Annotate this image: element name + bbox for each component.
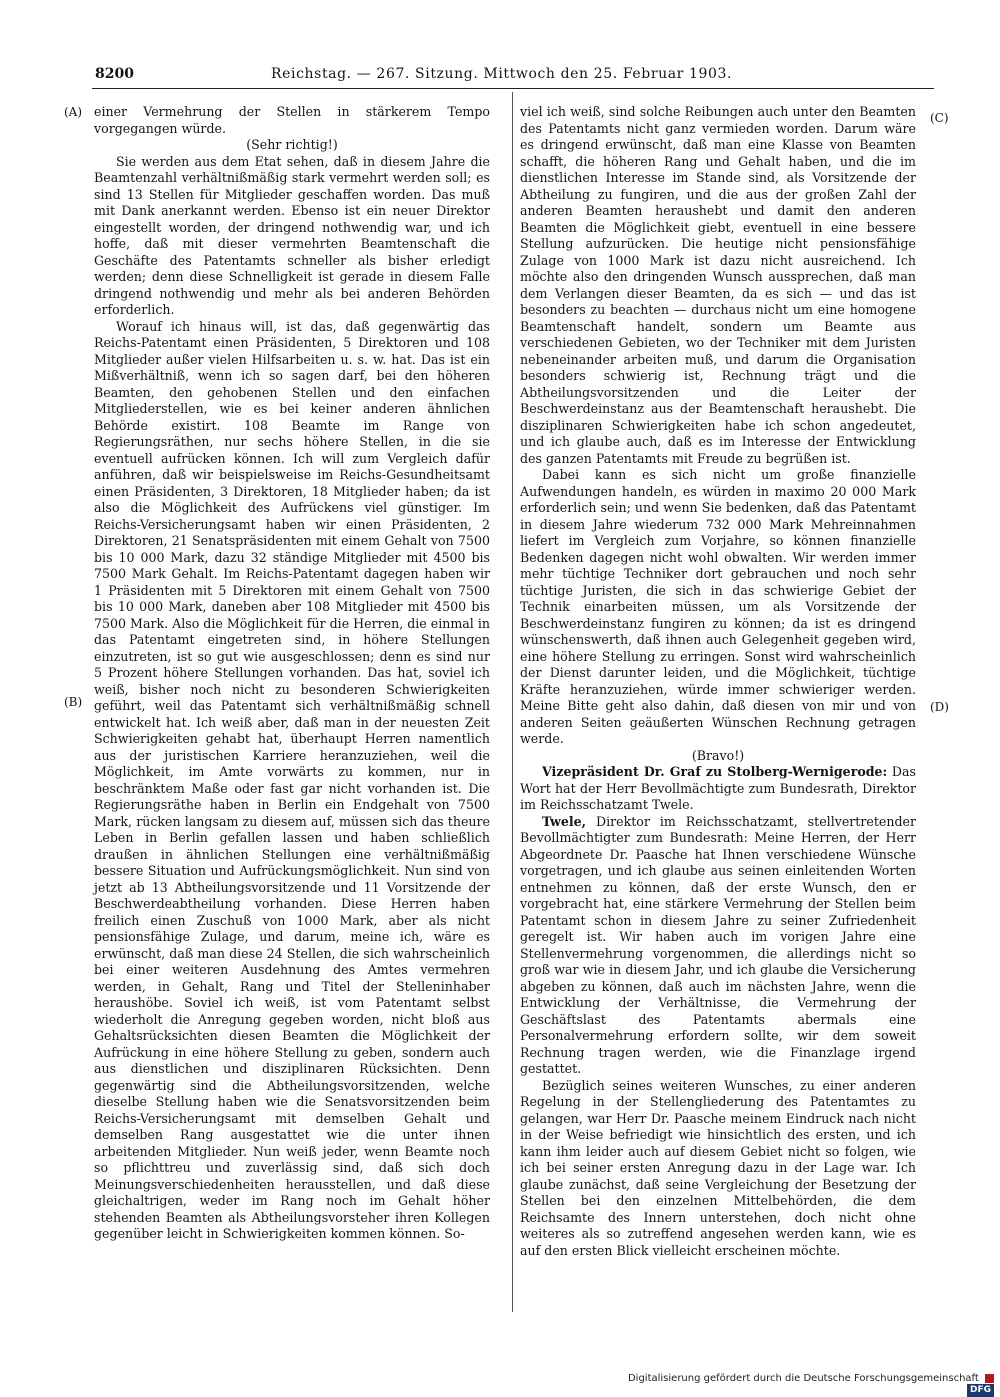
speech-text: Direktor im Reichsschatzamt, stellvertretender Bevollmächtigter zum Bundesrath: Meine Herren, der Herr Abgeordnete Dr. Paasche hat Ihnen verschiedene Wünsche vorgetragen, und ich glaube aus seinen einleitenden Worten entnehmen zu können, daß der erste Wunsch, den er vorgebracht hat, eine stärkere Vermehrung der Stellen beim Patentamt schon in diesem Jahre zu seiner Zufriedenheit geregelt ist. Wir haben auch im vorigen Jahre eine Stellenvermehrung vorgenommen, die allerdings nicht so groß war wie in diesem Jahr, und ich glaube die Versicherung abgeben zu können, daß auch im nächsten Jahre, wenn die Entwicklung der Verhältnisse, die Vermehrung der Geschäftslast des Patentamts abermals eine Personalvermehrung erfordern sollte, wir dem soweit Rechnung tragen werden, wie die Finanzlage irgend gestattet.: [520, 813, 916, 1076]
margin-marker-d: (D): [930, 700, 949, 714]
right-column: [520, 104, 916, 1259]
interjection: (Bravo!): [691, 747, 745, 763]
margin-marker-c: (C): [930, 111, 949, 125]
margin-marker-a: (A): [64, 105, 83, 119]
speaker-paragraph: [520, 764, 916, 814]
paragraph: viel ich weiß, sind solche Reibungen auch unter den Beamten des Patentamts nicht ganz vermieden worden. Darum wäre es dringend erwünscht, daß man eine Klasse von Beamten schafft, die höheren Rang und Gehalt haben, und die im dienstlichen Interesse im Stande sind, als Vorsitzende der Abtheilung zu fungiren, und die aus der großen Zahl der anderen Beamten heraushebt und damit den anderen Beamten die Möglichkeit giebt, eventuell in eine bessere Stellung aufzurücken. Die heutige nicht pensionsfähige Zulage von 1000 Mark ist dazu nicht ausreichend. Ich möchte also den dringenden Wunsch aussprechen, daß man dem Verlangen dieser Beamten, da es sich — und das ist besonders zu beachten — durchaus nicht um eine homogene Beamtenschaft handelt, sondern um Beamte aus verschiedenen Gebieten, wo der Techniker mit dem Juristen nebeneinander arbeiten muß, und darum die Organisation besonders schwierig ist, Rechnung trägt und die Abtheilungsvorsitzenden und die Leiter der Beschwerdeinstanz aus der Beamtenschaft heraushebt. Die disziplinaren Schwierigkeiten habe ich schon angedeutet, und ich glaube auch, daß es im Interesse der Entwicklung des ganzen Patentamts mit Freude zu begrüßen ist.: [520, 104, 916, 466]
column-divider: [512, 92, 513, 1312]
dfg-mark-icon: [985, 1374, 994, 1383]
header-rule: [92, 88, 934, 89]
speech-text: Das Wort hat der Herr Bevollmächtigte zum Bundesrath, Direktor im Reichsschatzamt Twele.: [520, 764, 917, 812]
margin-marker-b: (B): [64, 695, 83, 709]
speaker-name: Vizepräsident Dr. Graf zu Stolberg-Wernigerode:: [542, 764, 888, 779]
digitization-footer: [600, 1373, 994, 1395]
paragraph: Worauf ich hinaus will, ist das, daß gegenwärtig das Reichs-Patentamt einen Präsidenten, 5 Direktoren und 108 Mitglieder außer vielen Hilfsarbeiten u. s. w. hat. Das ist ein Mißverhältniß, wenn ich so sagen darf, bei den höheren Beamten, den gehobenen Stellen und den einfachen Mitgliederstellen, wie es bei keiner anderen ähnlichen Behörde existirt. 108 Beamte im Range von Regierungsräthen, nur sechs höhere Stellen, in die sie eventuell aufrücken können. Ich will zum Vergleich dafür anführen, daß wir beispielsweise im Reichs-Gesundheitsamt einen Präsidenten, 3 Direktoren, 18 Mitglieder haben; da ist also die Möglichkeit des Aufrückens viel günstiger. Im Reichs-Versicherungsamt haben wir einen Präsidenten, 2 Direktoren, 21 Senatspräsidenten mit einem Gehalt von 7500 bis 10 000 Mark, dazu 32 ständige Mitglieder mit 4500 bis 7500 Mark Gehalt. Im Reichs-Patentamt dagegen haben wir 1 Präsidenten mit 5 Direktoren mit einem Gehalt von 7500 bis 10 000 Mark, daneben aber 108 Mitglieder mit 4500 bis 7500 Mark. Also die Möglichkeit für die Herren, die einmal in das Patentamt eingetreten sind, in höhere Stellungen einzutreten, ist so gut wie ausgeschlossen; denn es sind nur 5 Prozent höhere Stellungen vorhanden. Das hat, soviel ich weiß, bisher noch nicht zu besonderen Schwierigkeiten geführt, weil das Patentamt sich verhältnißmäßig schnell entwickelt hat. Ich weiß aber, daß man in der neuesten Zeit Schwierigkeiten gehabt hat, überhaupt Herren namentlich aus der juristischen Karriere heranzuziehen, weil die Möglichkeit, im Amte vorwärts zu kommen, nur in beschränktem Maße oder fast gar nicht vorhanden ist. Die Regierungsräthe haben in Berlin ein Endgehalt von 7500 Mark, rücken langsam zu diesem auf, müssen sich das theure Leben in Berlin gefallen lassen und haben schließlich draußen in ähnlichen Stellungen eine verhältnißmäßig bessere Situation und Aufrückungsmöglichkeit. Nun sind von jetzt ab 13 Abtheilungsvorsitzende und 11 Vorsitzende der Beschwerdeabtheilung vorhanden. Diese Herren haben freilich einen Zuschuß von 1000 Mark, aber als nicht pensionsfähige Zulage, und darum, meine ich, wäre es erwünscht, daß man diese 24 Stellen, die sich wahrscheinlich bei einer weiteren Ausdehnung des Amtes vermehren werden, in Gehalt, Rang und Titel der Stelleninhaber heraushöbe. Soviel ich weiß, ist vom Patentamt selbst wiederholt die Anregung gegeben worden, nicht bloß aus Gehaltsrücksichten diesen Beamten die Möglichkeit der Aufrückung in eine höhere Stellung zu geben, sondern auch aus dienstlichen und disziplinaren Rücksichten. Denn gegenwärtig sind die Abtheilungsvorsitzenden, welche dieselbe Stellung haben wie die Senatsvorsitzenden beim Reichs-Versicherungsamt mit demselben Gehalt und demselben Rang ausgestattet wie die unter ihnen arbeitenden Mitglieder. Nun weiß jeder, wenn Beamte noch so pflichttreu und zuverlässig sind, daß sich doch Meinungsverschiedenheiten herausstellen, und daß diese gleichaltrigen, weder im Rang noch im Gehalt höher stehenden Beamten als Abtheilungsvorsteher ihren Kollegen gegenüber leicht in Schwierigkeiten kommen können. So-: [94, 318, 490, 1241]
paragraph: Dabei kann es sich nicht um große finanzielle Aufwendungen handeln, es würden in maximo 20 000 Mark erforderlich sein; und wenn Sie bedenken, daß das Patentamt in diesem Jahre wiederum 732 000 Mark Mehreinnahmen liefert im Vergleich zum Vorjahre, so können finanzielle Bedenken dagegen nicht wohl obwalten. Wir werden immer mehr tüchtige Techniker dort gebrauchen und noch sehr tüchtige Juristen, die sich in das schwierige Gebiet der Technik einarbeiten müssen, um als Vorsitzende der Beschwerdeinstanz fungiren zu können; da ist es dringend wünschenswerth, daß ihnen auch Gelegenheit gegeben wird, eine höhere Stellung zu erringen. Sonst wird wahrscheinlich der Dienst darunter leiden, und die Möglichkeit, tüchtige Kräfte heranzuziehen, würde immer schwieriger werden. Meine Bitte geht also dahin, daß diesen von mir und von anderen Seiten geäußerten Wünschen Rechnung getragen werde.: [520, 467, 916, 746]
left-column: [94, 104, 490, 1243]
paragraph: Bezüglich seines weiteren Wunsches, zu einer anderen Regelung in der Stellengliederung des Patentamtes zu gelangen, war Herr Dr. Paasche meinem Eindruck nach nicht in der Weise befriedigt wie hinsichtlich des ersten, und ich kann ihm leider auch auf diesem Gebiet nicht so folgen, wie ich bei seiner ersten Anregung dazu in der Lage war. Ich glaube zunächst, daß seine Vergleichung der Besetzung der Stellen bei den einzelnen Mittelbehörden, die dem Reichsamte des Innern unterstehen, doch nicht ohne weiteres als so zutreffend angesehen werden kann, wie es auf den ersten Blick vielleicht erscheinen möchte.: [520, 1077, 916, 1258]
page-header: [95, 66, 935, 86]
paragraph: Sie werden aus dem Etat sehen, daß in diesem Jahre die Beamtenzahl verhältnißmäßig stark vermehrt werden soll; es sind 13 Stellen für Mitglieder geschaffen worden. Das muß mit Dank anerkannt werden. Ebenso ist ein neuer Direktor eingestellt worden, der dringend nothwendig war, und ich hoffe, daß mit dieser vermehrten Beamtenschaft die Geschäfte des Patentamts schneller als bisher erledigt werden; denn diese Schnelligkeit ist gerade in diesem Falle dringend nothwendig und mehr als bei anderen Behörden erforderlich.: [94, 153, 490, 317]
paragraph: einer Vermehrung der Stellen in stärkerem Tempo vorgegangen würde.: [94, 104, 490, 136]
running-title: Reichstag. — 267. Sitzung. Mittwoch den 25. Februar 1903.: [271, 66, 733, 82]
speaker-name: Twele,: [542, 813, 587, 829]
footer-text: Digitalisierung gefördert durch die Deutsche Forschungsgemeinschaft: [627, 1373, 979, 1384]
speaker-paragraph: [520, 814, 916, 1078]
dfg-logo: DFG: [967, 1384, 994, 1397]
page-number: 8200: [95, 66, 134, 82]
interjection: (Sehr richtig!): [246, 137, 338, 152]
